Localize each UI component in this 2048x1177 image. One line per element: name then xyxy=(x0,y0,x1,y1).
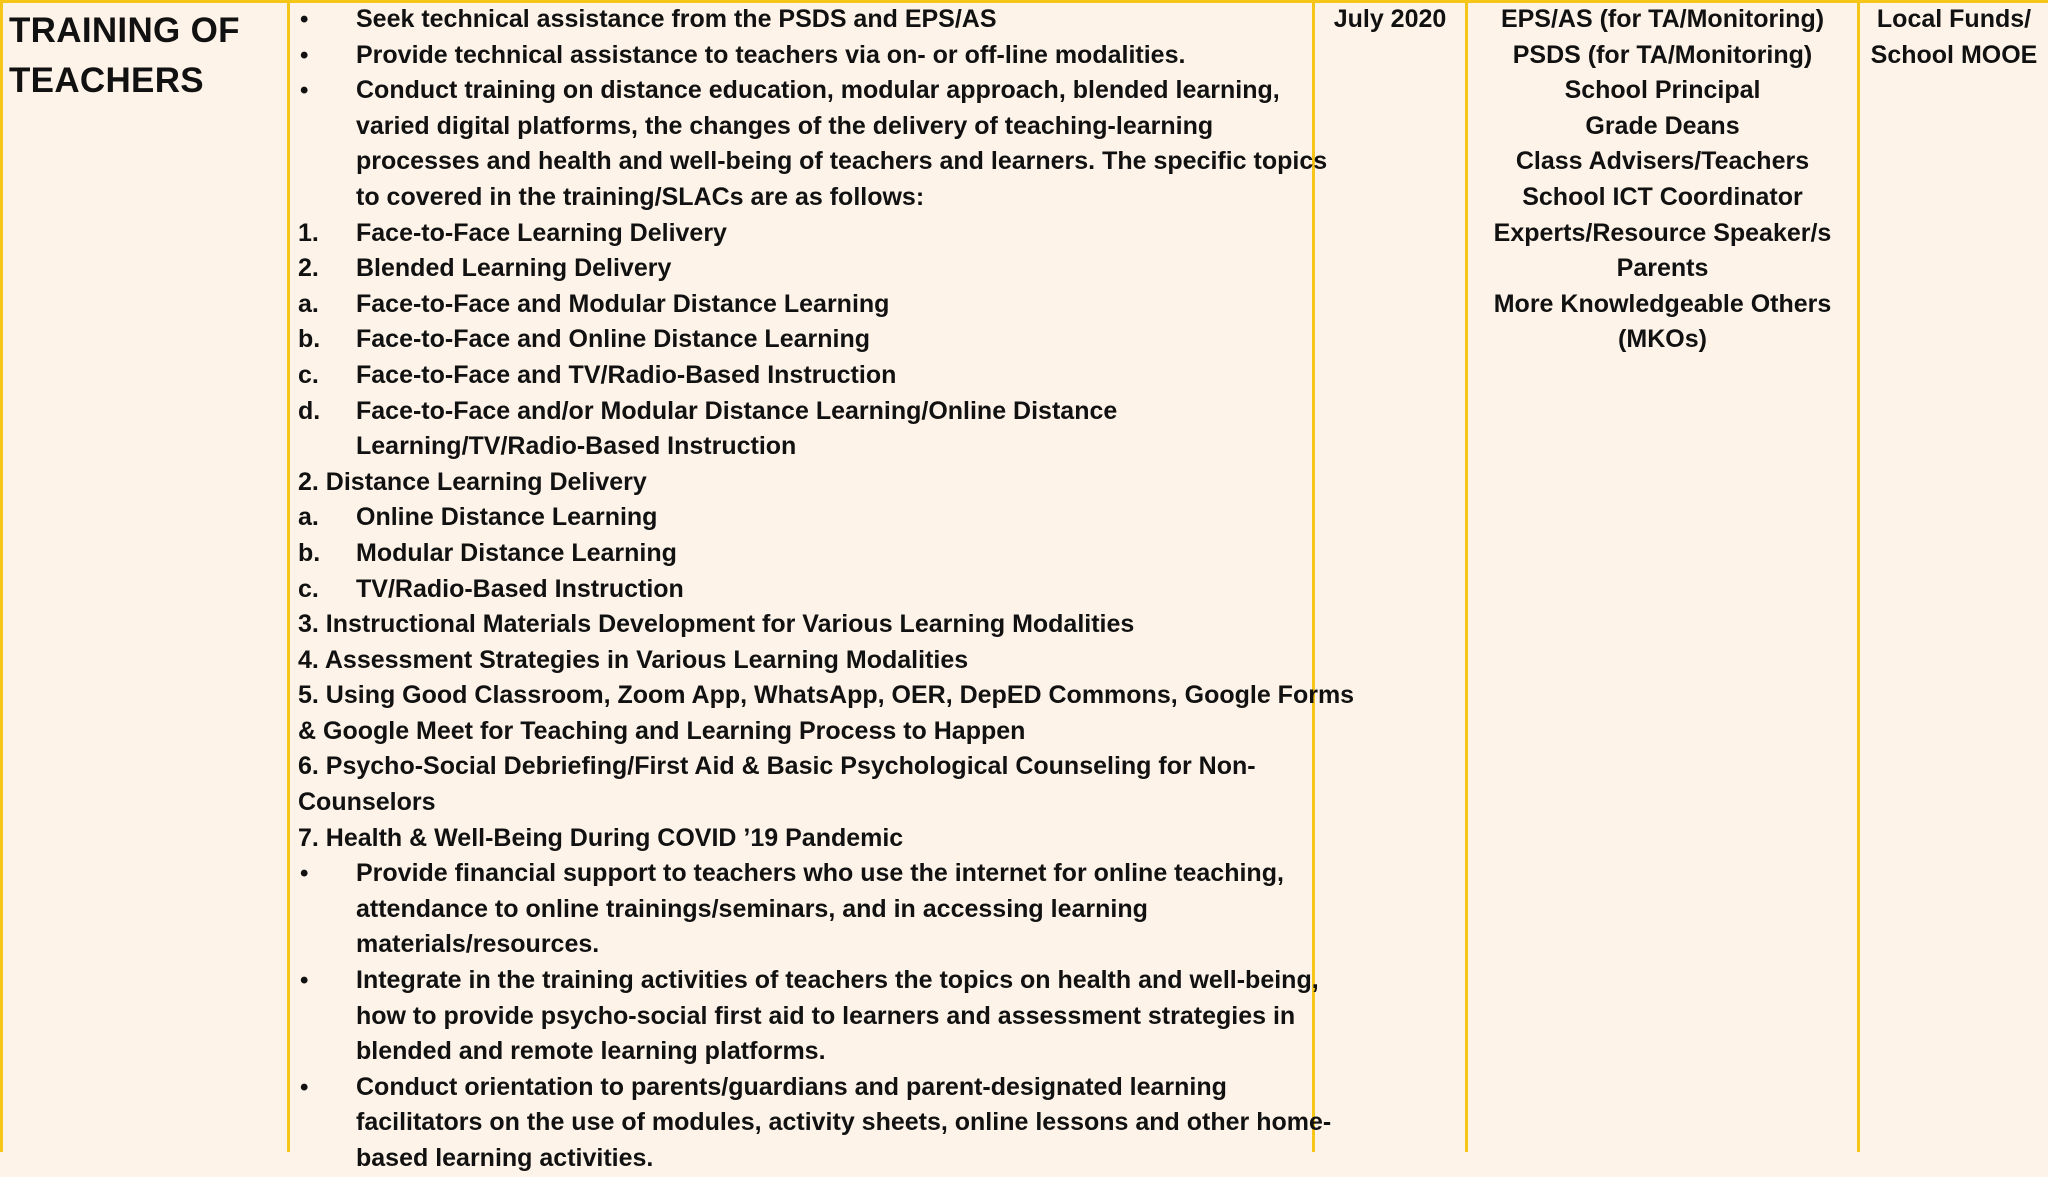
activity-line xyxy=(298,1070,1308,1106)
activity-line xyxy=(298,251,1308,287)
timeline-text: July 2020 xyxy=(1333,5,1447,33)
activity-line xyxy=(298,429,1308,465)
bullet-marker: • xyxy=(300,41,309,69)
activity-line xyxy=(298,109,1308,145)
activity-line xyxy=(298,999,1308,1035)
activity-line xyxy=(298,287,1308,323)
activity-text: 4. Assessment Strategies in Various Learning Modalities xyxy=(298,645,969,674)
persons-involved-cell xyxy=(1468,2,1857,358)
person-involved: Grade Deans xyxy=(1585,111,1740,140)
activity-line xyxy=(298,749,1308,785)
activity-text: how to provide psycho-social first aid to learners and assessment strategies in xyxy=(356,1001,1296,1030)
area-title: TRAINING OF TEACHERS xyxy=(9,11,240,100)
person-involved: PSDS (for TA/Monitoring) xyxy=(1512,40,1813,69)
list-marker: c. xyxy=(298,360,319,389)
activity-text: Face-to-Face and Modular Distance Learning xyxy=(356,289,890,318)
activity-line xyxy=(298,821,1308,857)
activity-text: Modular Distance Learning xyxy=(356,538,677,567)
activity-line xyxy=(298,856,1308,892)
activity-line xyxy=(298,2,1308,38)
activity-text: attendance to online trainings/seminars, and in accessing learning xyxy=(356,894,1148,923)
column-divider-1 xyxy=(287,0,290,1152)
activity-line xyxy=(298,322,1308,358)
person-involved: (MKOs) xyxy=(1618,325,1707,354)
activity-text: Face-to-Face and TV/Radio-Based Instruction xyxy=(356,360,897,389)
activity-line xyxy=(298,358,1308,394)
list-marker: 1. xyxy=(298,218,319,247)
activity-line xyxy=(298,394,1308,430)
list-marker: d. xyxy=(298,396,321,425)
activity-text: materials/resources. xyxy=(356,930,600,959)
activity-line xyxy=(298,500,1308,536)
activity-text: based learning activities. xyxy=(356,1144,654,1172)
activity-text: 6. Psycho-Social Debriefing/First Aid & Basic Psychological Counseling for Non- xyxy=(298,752,1256,781)
activity-text: & Google Meet for Teaching and Learning Process to Happen xyxy=(298,716,1026,745)
activity-line xyxy=(298,144,1328,180)
activity-text: to covered in the training/SLACs are as follows: xyxy=(356,182,925,211)
bullet-marker: • xyxy=(300,1073,309,1101)
activity-line xyxy=(298,73,1308,109)
activity-line xyxy=(298,714,1308,750)
bullet-marker: • xyxy=(300,6,309,33)
activity-text: processes and health and well-being of teachers and learners. The specific topics xyxy=(356,147,1328,176)
activity-text: varied digital platforms, the changes of the delivery of teaching-learning xyxy=(356,111,1214,140)
activity-text: facilitators on the use of modules, activity sheets, online lessons and other home- xyxy=(356,1108,1332,1137)
activity-text: Seek technical assistance from the PSDS and EPS/AS xyxy=(356,5,997,33)
list-marker: a. xyxy=(298,503,319,532)
activity-text: 5. Using Good Classroom, Zoom App, WhatsApp, OER, DepED Commons, Google Forms xyxy=(298,681,1355,710)
activity-text: Conduct orientation to parents/guardians and parent-designated learning xyxy=(356,1072,1227,1101)
list-marker: a. xyxy=(298,289,319,318)
activity-line xyxy=(298,678,1355,714)
person-involved: Class Advisers/Teachers xyxy=(1515,147,1810,176)
activity-text: Learning/TV/Radio-Based Instruction xyxy=(356,432,797,461)
activity-text: Blended Learning Delivery xyxy=(356,254,672,283)
activity-line xyxy=(298,465,1308,501)
activity-line xyxy=(298,785,1308,821)
activity-text: 7. Health & Well-Being During COVID ’19 Pandemic xyxy=(298,823,904,852)
activity-line xyxy=(298,38,1308,74)
activity-text: Conduct training on distance education, modular approach, blended learning, xyxy=(356,76,1280,105)
list-marker: c. xyxy=(298,574,319,603)
activity-text: Face-to-Face Learning Delivery xyxy=(356,218,727,247)
activity-text: Provide technical assistance to teachers via on- or off-line modalities. xyxy=(356,40,1186,69)
activity-text: blended and remote learning platforms. xyxy=(356,1037,826,1066)
person-involved: EPS/AS (for TA/Monitoring) xyxy=(1500,5,1825,33)
timeline-cell xyxy=(1315,2,1465,38)
activity-line xyxy=(298,607,1308,643)
activity-text: Provide financial support to teachers who use the internet for online teaching, xyxy=(356,859,1284,888)
activity-text: Face-to-Face and Online Distance Learning xyxy=(356,325,871,354)
activity-line xyxy=(298,180,1308,216)
funding-source-line: Local Funds/ xyxy=(1876,5,2032,33)
person-involved: School ICT Coordinator xyxy=(1522,182,1803,211)
bullet-marker: • xyxy=(300,77,309,105)
person-involved: Experts/Resource Speaker/s xyxy=(1493,218,1832,247)
activity-text: Face-to-Face and/or Modular Distance Learning/Online Distance xyxy=(356,396,1118,425)
activity-line xyxy=(298,892,1308,928)
activity-line xyxy=(298,1105,1332,1141)
bullet-marker: • xyxy=(300,860,309,888)
person-involved: More Knowledgeable Others xyxy=(1493,289,1832,318)
activity-line xyxy=(298,643,1308,679)
funding-source-line: School MOOE xyxy=(1870,40,2038,69)
activity-line xyxy=(298,963,1319,999)
activity-text: Counselors xyxy=(298,788,436,817)
activity-line xyxy=(298,572,1308,608)
activity-text: Integrate in the training activities of teachers the topics on health and well-being, xyxy=(356,966,1319,995)
list-marker: b. xyxy=(298,538,321,567)
activities-cell xyxy=(298,2,1355,1177)
funding-source-cell xyxy=(1860,2,2048,73)
list-marker: 2. xyxy=(298,254,319,283)
activity-line xyxy=(298,927,1308,963)
person-involved: School Principal xyxy=(1564,76,1761,105)
activity-text: 2. Distance Learning Delivery xyxy=(298,467,647,496)
activity-text: 3. Instructional Materials Development for Various Learning Modalities xyxy=(298,610,1135,639)
activity-text: Online Distance Learning xyxy=(356,503,658,532)
list-marker: b. xyxy=(298,325,321,354)
table-border-left xyxy=(0,0,3,1152)
activity-text: TV/Radio-Based Instruction xyxy=(356,574,684,603)
activity-line xyxy=(298,1141,1308,1177)
activity-line xyxy=(298,1034,1308,1070)
activity-line xyxy=(298,536,1308,572)
activity-line xyxy=(298,216,1308,252)
column-divider-4 xyxy=(1857,0,1860,1152)
bullet-marker: • xyxy=(300,967,309,995)
person-involved: Parents xyxy=(1616,254,1709,283)
